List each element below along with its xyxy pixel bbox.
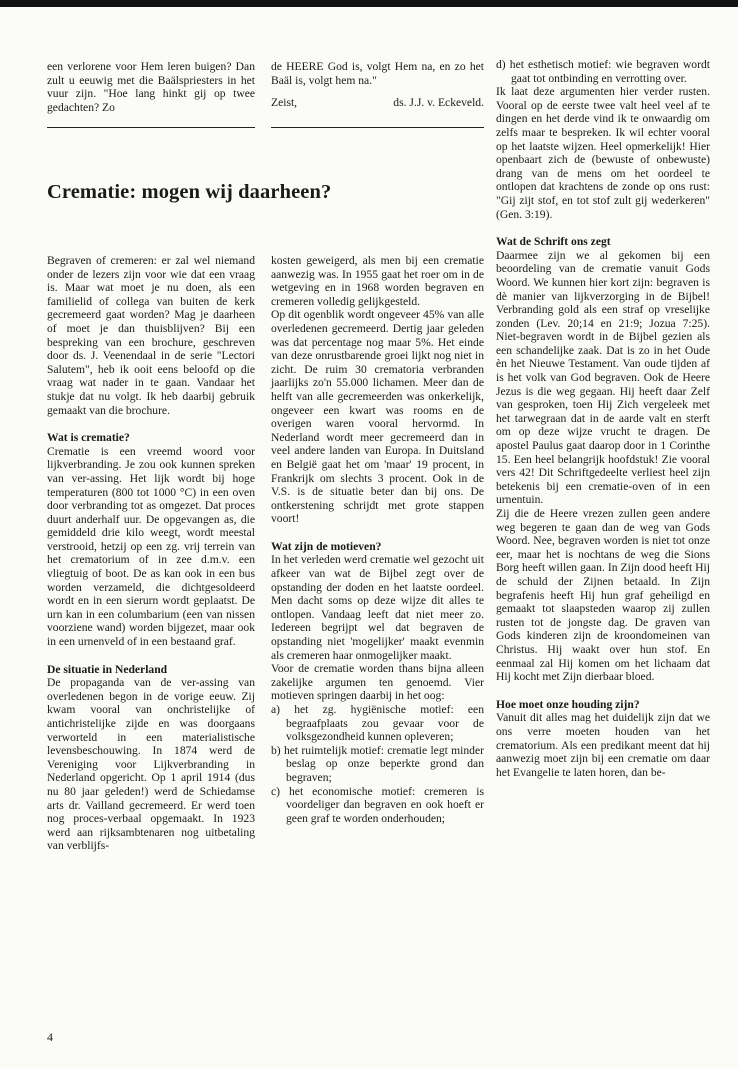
intro-rule-1 — [47, 127, 255, 128]
list-item: b) het ruimtelijk motief: crematie legt minder beslag op onze beperkte grond dan begraven; — [271, 743, 484, 784]
top-border — [0, 0, 738, 7]
article-col1 — [47, 254, 255, 853]
heading-schrift: Wat de Schrift ons zegt — [496, 235, 611, 249]
article-title: Crematie: mogen wij daarheen? — [47, 181, 332, 203]
list-item: a) het zg. hygiënische motief: een begraafplaats zou gevaar voor de volksgezondheid kunnen opleveren; — [271, 703, 484, 744]
paragraph: kosten geweigerd, als men bij een crematie aanwezig was. In 1955 gaat het roer om in de wetgeving en in 1968 worden begraven en cremeren volledig gelijkgesteld. — [271, 254, 484, 308]
article-col2 — [271, 254, 484, 825]
paragraph: Crematie is een vreemd woord voor lijkverbranding. Je zou ook kunnen spreken van ver-assing. Het lijk wordt bij hoge temperaturen (800 tot 1000 °C) in een oven door verbranding tot as omgezet. Dat proces duurt anderhalf uur. De opgevangen as, die gemiddeld drie kilo weegt, wordt meestal verstrooid, hetzij op een zg. vrij terrein van het crematorium of in zee d.m.v. een vliegtuig of boot. De as kan ook in een bus worden verzameld, die dichtgesoldeerd wordt en in een sierurn wordt geplaatst. De urn kan in een columbarium (een van nissen voorziene wand) worden bijgezet, maar ook in een urnenveld of in een bestaand graf. — [47, 444, 255, 649]
page-number: 4 — [47, 1030, 53, 1044]
paragraph: Op dit ogenblik wordt ongeveer 45% van alle overledenen gecremeerd. Dertig jaar geleden was dat percentage nog maar 5%. Het einde van deze onrustbarende groei lijkt nog niet in zicht. De ruim 30 crematoria verbranden jaarlijks zo'n 55.000 lichamen. Meer dan de helft van alle gecremeerden was onkerkelijk, ongeveer een kwart was rooms en de overigen waren vooral hervormd. In Nederland wordt meer gecremeerd dan in veel andere landen van Europa. In Duitsland en België gaat het om 'maar' 19 procent, in Frankrijk om slechts 3 procent. Ook in de V.S. is de situatie beter dan bij ons. De ontkerstening schrijdt met grote stappen voort! — [271, 308, 484, 526]
paragraph: Vanuit dit alles mag het duidelijk zijn dat we ons verre moeten houden van het crematorium. Als een predikant meent dat hij aanwezig moet zijn bij een crematie om daar het Evangelie te laten horen, dan be- — [496, 711, 710, 779]
signature-name: ds. J.J. v. Eckeveld. — [393, 96, 484, 110]
signature — [271, 96, 484, 110]
intro-col1-text: een verlorene voor Hem leren buigen? Dan zult u eeuwig met die Baälspriesters in het vuur zijn. "Hoe lang hinkt gij op twee gedachten? Zo — [47, 60, 255, 114]
intro-col2-text: de HEERE God is, volgt Hem na, en zo het Baäl is, volgt hem na." — [271, 60, 484, 87]
article-col3 — [496, 58, 710, 779]
paragraph: Ik laat deze argumenten hier verder rusten. Vooral op de eerste twee valt heel veel af te dingen en het derde vind ik te onwaardig om zelfs maar te bespreken. Ik wil echter vooral op het laatste wijzen. Heel opmerkelijk! Hier openbaart zich de (bewuste of onbewuste) drang van de mens om het oordeel te ontlopen dat krachtens de zonde op ons rust: "Gij zijt stof, en tot stof zult gij wederkeren" (Gen. 3:19). — [496, 85, 710, 221]
intro-col1 — [47, 60, 255, 114]
intro-col2 — [271, 60, 484, 110]
signature-place: Zeist, — [271, 96, 298, 110]
heading-situatie-nederland: De situatie in Nederland — [47, 662, 168, 676]
paragraph: In het verleden werd crematie wel gezocht uit afkeer van wat de Bijbel zegt over de opstanding der doden en het laatste oordeel. Men dacht soms op deze wijze dit alles te ontlopen. Vandaag leeft dat niet meer zo. Iedereen begrijpt wel dat begraven de opstanding niet 'mogelijker' maakt evenmin als cremeren haar onmogelijker maakt. — [271, 553, 484, 662]
list-item: c) het economische motief: cremeren is voordeliger dan begraven en ook hoeft er geen graf te worden onderhouden; — [271, 784, 484, 825]
heading-houding: Hoe moet onze houding zijn? — [496, 697, 640, 711]
paragraph: De propaganda van de ver-assing van overledenen begon in de vorige eeuw. Zij kwam vooral van onchristelijke of antichristelijke zijde en was doorgaans verworteld in een materialistische levensbeschouwing. In 1874 werd de Vereniging voor Lijkverbranding in Nederland opgericht. Op 1 april 1914 (dus nu 80 jaar geleden!) werd de Schiedamse arts dr. Vailland gecremeerd. Er werd toen nog proces-verbaal opgemaakt. In 1923 werd aan rijksambtenaren nog uitbetaling van verblijfs- — [47, 676, 255, 853]
intro-rule-2 — [271, 127, 484, 128]
paragraph: Zij die de Heere vrezen zullen geen andere weg begeren te gaan dan de weg van Gods Woord. Nee, begraven worden is niet tot onze eer, maar het is nochtans de weg die Sions Borg heeft willen gaan. In Zijn dood heeft Hij de schuld der Zijnen betaald. In Zijn begrafenis heeft Hij hun graf geheiligd en gemaakt tot slaapsteden waarop zij zullen rusten tot de jongste dag. De graven van Gods kinderen zijn de kroondomeinen van Christus. Hij waakt over hun stof. En eenmaal zal Hij komen om het lichaam dat Hij kocht met Zijn dierbaar bloed. — [496, 507, 710, 684]
heading-wat-is-crematie: Wat is crematie? — [47, 431, 130, 445]
heading-motieven: Wat zijn de motieven? — [271, 539, 382, 553]
paragraph: Daarmee zijn we al gekomen bij een beoordeling van de crematie vanuit Gods Woord. We kunnen hier kort zijn: begraven is dè manier van lijkverzorging in de Bijbel! Verbranding gold als een straf op vreselijke zonden (Lev. 20;14 en 21:9; Jozua 7:25). Niet-begraven wordt in de Bijbel gezien als een schandelijke zaak. Dat is zo in het Oude èn het Nieuwe Testament. Van oude tijden af is het volk van God begraven. Ook de Heere Jezus is die weg gegaan. Hij heeft daar Zelf van gesproken, toen Hij Zich vergeleek met het tarwegraan dat in de aarde valt en sterft om op deze wijze vrucht te dragen. De apostel Paulus gaat daarop door in 1 Corinthe 15. Een heel belangrijk hoofdstuk! Zie vooral vers 42! Dit Schriftgedeelte verliest heel zijn betekenis bij een crematie-oven of in een urnentuin. — [496, 248, 710, 507]
list-item: d) het esthetisch motief: wie begraven wordt gaat tot ontbinding en verrotting over. — [496, 58, 710, 85]
paragraph: Voor de crematie worden thans bijna alleen zakelijke argumen ten genoemd. Vier motieven springen daarbij in het oog: — [271, 662, 484, 703]
article-intro: Begraven of cremeren: er zal wel niemand onder de lezers zijn voor wie dat een vraag is. Maar wat moet je nu doen, als een familielid of collega van buiten de kerk gecremeerd gaat worden? Mag je daarheen of moet je dan thuisblijven? Bij een bespreking van een brochure, geschreven door ds. J. Veenendaal in de serie "Lectori Salutem", heb ik ooit eens beloofd op die vraag wat nader in te gaan. Vandaar het stukje dat nu volgt. Ik heb daarbij gebruik gemaakt van die brochure. — [47, 254, 255, 417]
